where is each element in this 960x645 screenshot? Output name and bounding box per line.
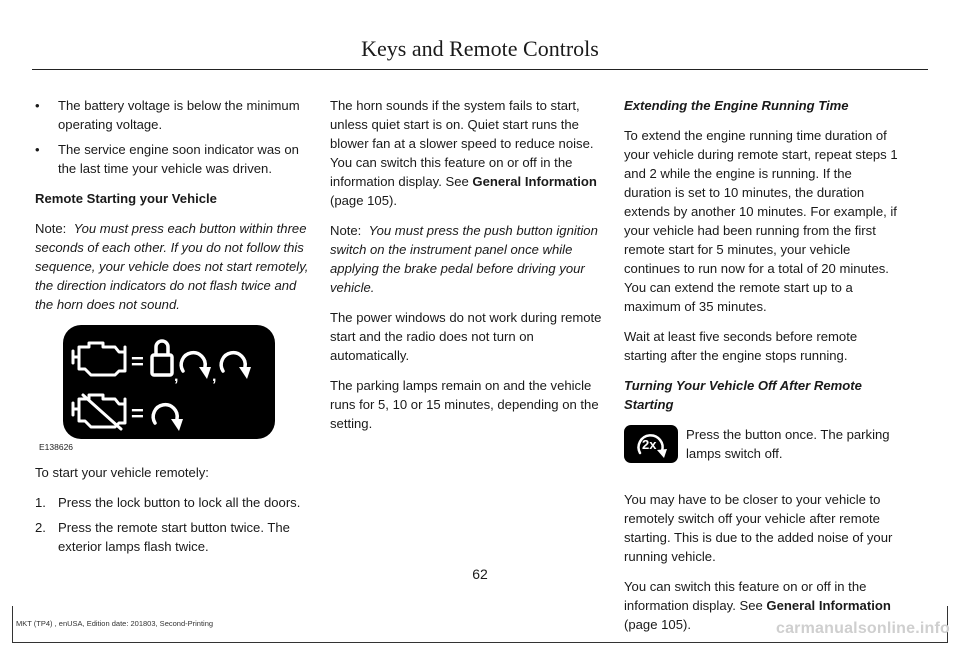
section-heading: Extending the Engine Running Time [624, 98, 849, 113]
step-text: Press the button once. The parking lamps switch off. [686, 427, 890, 461]
step-number: 2. [35, 520, 46, 535]
step-number: 1. [35, 495, 46, 510]
svg-text:=: = [131, 349, 144, 374]
button-instruction [624, 425, 900, 479]
arrow-head-icon [199, 367, 211, 379]
note [35, 219, 311, 314]
figure-panel [63, 325, 275, 439]
footer-border [12, 606, 13, 643]
bullet-text: The service engine soon indicator was on the last time your vehicle was driven. [58, 142, 299, 176]
cross-reference-link[interactable]: General Information [472, 174, 597, 189]
lock-icon [152, 341, 172, 375]
arrow-head-icon [239, 367, 251, 379]
paragraph: The parking lamps remain on and the vehicle runs for 5, 10 or 15 minutes, depending on the setting. [330, 378, 599, 431]
note-label: Note: [330, 223, 362, 238]
list-item [35, 140, 311, 178]
section-heading: Remote Starting your Vehicle [35, 191, 217, 206]
list-item [35, 96, 311, 134]
paragraph: The power windows do not work during remote start and the radio does not turn on automatically. [330, 310, 602, 363]
page-title: Keys and Remote Controls [361, 36, 599, 61]
list-item [35, 493, 311, 512]
paragraph: To start your vehicle remotely: [35, 465, 209, 480]
engine-icon [73, 343, 125, 375]
double-press-icon [624, 425, 678, 463]
paragraph-text: The horn sounds if the system fails to start, unless quiet start is on. Quiet start runs the blower fan at a slower speed to reduce noise. You can switch this feature on or off in the information display. See [330, 98, 594, 189]
step-text: Press the remote start button twice. The exterior lamps flash twice. [58, 520, 290, 554]
note-text: You must press the push button ignition switch on the instrument panel once while applying the brake pedal before driving your vehicle. [330, 223, 598, 295]
svg-text:=: = [131, 401, 144, 426]
paragraph-text: You can switch this feature on or off in the information display. See [624, 579, 867, 613]
column-middle [330, 96, 602, 444]
figure-code: E138626 [39, 442, 74, 452]
remote-start-sequence-icon [63, 325, 275, 439]
paragraph [330, 96, 602, 210]
arrow-head-icon [171, 419, 183, 431]
watermark: carmanualsonline.info [775, 620, 950, 637]
remote-start-figure [35, 325, 311, 453]
cross-reference-link[interactable]: General Information [766, 598, 891, 613]
column-right [624, 96, 900, 645]
section-heading: Turning Your Vehicle Off After Remote Starting [624, 378, 862, 412]
step-text: Press the lock button to lock all the doors. [58, 495, 301, 510]
page-reference: (page 105). [330, 193, 397, 208]
header-rule [32, 69, 928, 70]
remote-start-button-icon [624, 425, 678, 463]
column-left [35, 96, 311, 562]
list-item [35, 518, 311, 556]
note [330, 221, 602, 297]
edition-info: MKT (TP4) , enUSA, Edition date: 201803, Second-Printing [16, 619, 214, 628]
paragraph: You may have to be closer to your vehicle to remotely switch off your vehicle after remote starting. This is due to the added noise of your running vehicle. [624, 492, 893, 564]
bullet-marker: • [35, 142, 40, 157]
svg-text:,: , [212, 368, 217, 385]
engine-off-icon [73, 395, 125, 429]
double-press-label: 2x [642, 437, 657, 452]
paragraph: Wait at least five seconds before remote starting after the engine stops running. [624, 329, 858, 363]
svg-text:,: , [174, 368, 179, 385]
bullet-marker: • [35, 98, 40, 113]
paragraph: To extend the engine running time duration of your vehicle during remote start, repeat steps 1 and 2 while the engine is running. If the duration is set to 10 minutes, the duration extends by another 10 minutes. For example, if your vehicle had been running from the first remote start for 5 minutes, your vehicle continues to run now for a total of 20 minutes. You can extend the remote start up to a maximum of 35 minutes. [624, 128, 898, 314]
page-reference: (page 105). [624, 617, 691, 632]
bullet-text: The battery voltage is below the minimum operating voltage. [58, 98, 300, 132]
note-label: Note: [35, 221, 67, 236]
page-number: 62 [472, 566, 488, 582]
note-text: You must press each button within three seconds of each other. If you do not follow this sequence, your vehicle does not start remotely, the direction indicators do not flash twice and the horn does not sound. [35, 221, 309, 312]
